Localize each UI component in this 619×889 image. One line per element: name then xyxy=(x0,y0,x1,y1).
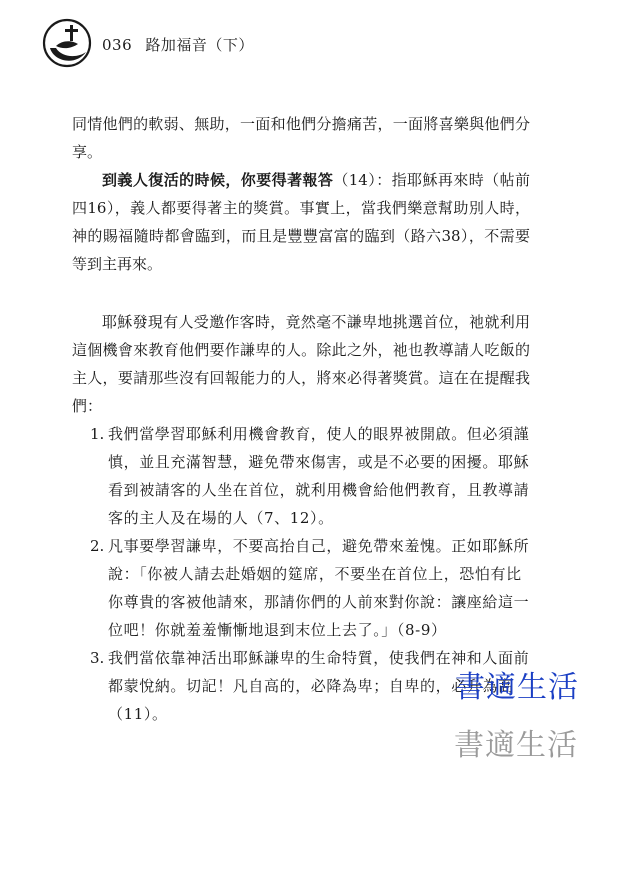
section-intro: 耶穌發現有人受邀作客時，竟然毫不謙卑地挑選首位，祂就利用這個機會來教育他們要作謙卑的人。除此之外，祂也教導請人吃飯的主人，要請那些沒有回報能力的人，將來必得著獎賞。這在在提醒我們： xyxy=(72,313,530,415)
verse-heading: 到義人復活的時候，你要得著報答 xyxy=(102,171,334,189)
list-text: 我們當學習耶穌利用機會教育，使人的眼界被開啟。但必須謹慎，並且充滿智慧，避免帶來傷害，或是不必要的困擾。耶穌看到被請客的人坐在首位，就利用機會給他們教育，且教導請客的主人及在場的人（7、12）。 xyxy=(108,425,530,527)
page-body xyxy=(72,110,530,728)
page-number: 036 xyxy=(102,36,133,54)
book-title: 路加福音（下） xyxy=(145,36,254,54)
watermark-gray: 書適生活 xyxy=(454,728,578,763)
list-number: 1. xyxy=(90,425,105,443)
watermark-blue: 書適生活 xyxy=(455,670,579,705)
list-item xyxy=(72,420,530,532)
list-number: 2. xyxy=(90,537,105,555)
list-text: 凡事要學習謙卑，不要高抬自己，避免帶來羞愧。正如耶穌所說：「你被人請去赴婚姻的筵席，不要坐在首位上，恐怕有比你尊貴的客被他請來，那請你們的人前來對你說：讓座給這一位吧！你就羞羞慚慚地退到末位上去了。」（8-9） xyxy=(108,537,530,639)
list-text: 我們當依靠神活出耶穌謙卑的生命特質，使我們在神和人面前都蒙悅納。切記！凡自高的，必降為卑；自卑的，必升為高（11）。 xyxy=(108,649,530,723)
list-number: 3. xyxy=(90,649,105,667)
verse-note xyxy=(72,166,530,278)
paragraph: 同情他們的軟弱、無助，一面和他們分擔痛苦，一面將喜樂與他們分享。 xyxy=(72,115,530,161)
spacer xyxy=(72,278,530,308)
page-header xyxy=(102,34,254,55)
verse-text: （14）：指耶穌再來時（帖前四16），義人都要得著主的獎賞。事實上，當我們樂意幫助別人時，神的賜福隨時都會臨到，而且是豐豐富富的臨到（路六38），不需要等到主再來。 xyxy=(72,171,530,273)
list-item xyxy=(72,532,530,644)
dove-cross-icon xyxy=(42,18,92,68)
